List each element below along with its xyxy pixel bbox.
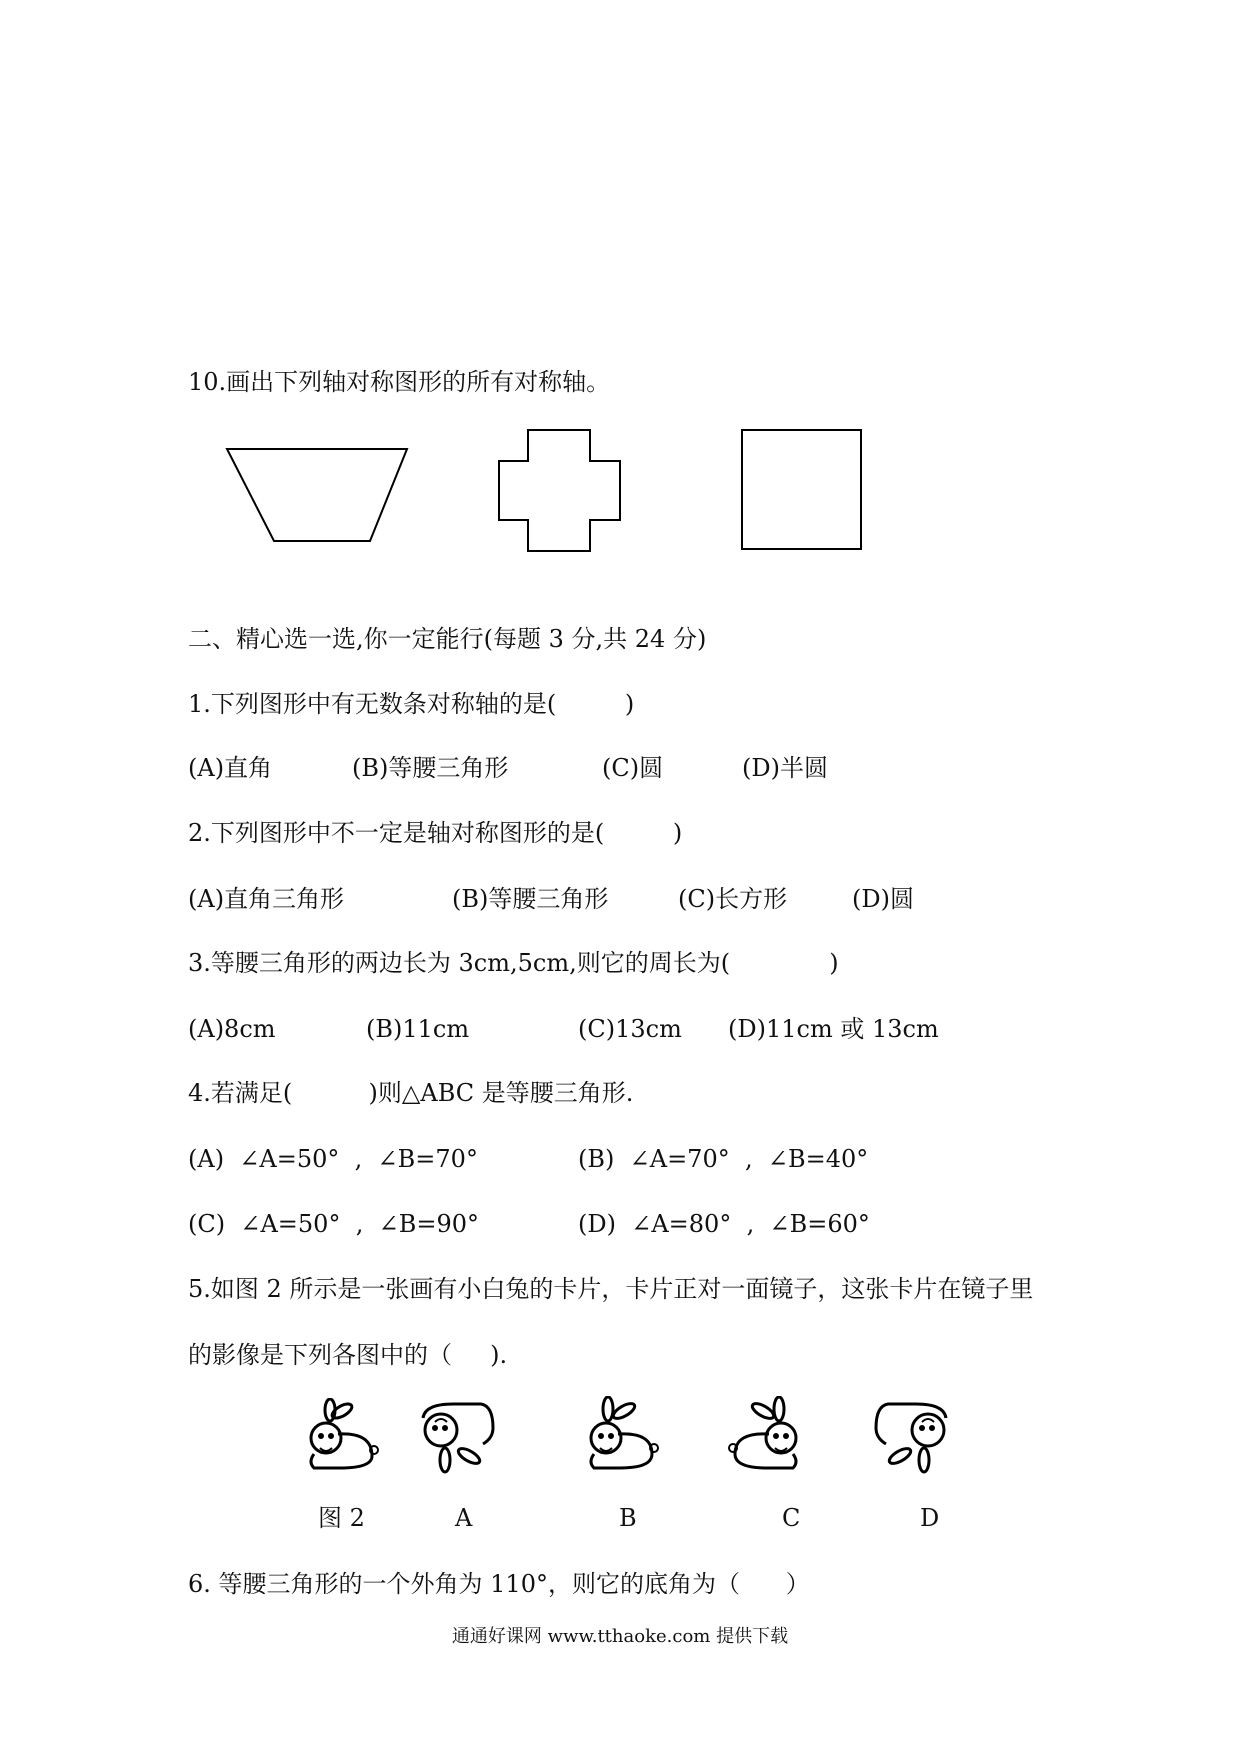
- question-5-line-1: 5.如图 2 所示是一张画有小白兔的卡片，卡片正对一面镜子，这张卡片在镜子里: [188, 1275, 1034, 1303]
- footer-download-note: 通通好课网 www.tthaoke.com 提供下载: [451, 1626, 789, 1647]
- trapezoid-figure: [224, 440, 414, 548]
- q2-option-a: (A)直角三角形: [188, 885, 345, 913]
- cross-figure: [496, 427, 624, 555]
- q3-option-b: (B)11cm: [366, 1015, 470, 1043]
- question-10: 10.画出下列轴对称图形的所有对称轴。: [188, 368, 611, 396]
- caption-figure-2: 图 2: [318, 1504, 365, 1532]
- rabbit-option-b-icon: [580, 1396, 660, 1472]
- q3-option-a: (A)8cm: [188, 1015, 276, 1043]
- rabbit-option-d-icon: [872, 1398, 954, 1474]
- q3-option-c: (C)13cm: [578, 1015, 682, 1043]
- q1-option-d: (D)半圆: [742, 754, 828, 782]
- q3-option-d: (D)11cm 或 13cm: [728, 1015, 939, 1043]
- q4-option-d: (D) ∠A=80° , ∠B=60°: [578, 1210, 870, 1238]
- caption-a: A: [455, 1504, 473, 1532]
- q4-option-a: (A) ∠A=50° , ∠B=70°: [188, 1145, 478, 1173]
- question-6: 6. 等腰三角形的一个外角为 110°，则它的底角为（ ）: [188, 1570, 810, 1598]
- q4-option-c: (C) ∠A=50° , ∠B=90°: [188, 1210, 479, 1238]
- q1-option-a: (A)直角: [188, 754, 273, 782]
- question-4: 4.若满足( )则△ABC 是等腰三角形.: [188, 1079, 634, 1107]
- question-2: 2.下列图形中不一定是轴对称图形的是( ): [188, 819, 683, 847]
- section-2-heading: 二、精心选一选,你一定能行(每题 3 分,共 24 分): [188, 625, 707, 653]
- rabbit-option-a-icon: [415, 1398, 497, 1474]
- q2-option-d: (D)圆: [852, 885, 914, 913]
- question-3: 3.等腰三角形的两边长为 3cm,5cm,则它的周长为( ): [188, 949, 839, 977]
- rabbit-option-c-icon: [727, 1396, 807, 1472]
- caption-b: B: [619, 1504, 637, 1532]
- question-1: 1.下列图形中有无数条对称轴的是( ): [188, 690, 635, 718]
- caption-d: D: [920, 1504, 940, 1532]
- q1-option-b: (B)等腰三角形: [352, 754, 509, 782]
- q1-option-c: (C)圆: [602, 754, 664, 782]
- question-5-line-2: 的影像是下列各图中的（ ).: [188, 1341, 508, 1369]
- square-figure: [739, 427, 863, 551]
- caption-c: C: [782, 1504, 801, 1532]
- q2-option-b: (B)等腰三角形: [452, 885, 609, 913]
- rabbit-figure-2-icon: [300, 1398, 380, 1472]
- q4-option-b: (B) ∠A=70° , ∠B=40°: [578, 1145, 869, 1173]
- q2-option-c: (C)长方形: [678, 885, 788, 913]
